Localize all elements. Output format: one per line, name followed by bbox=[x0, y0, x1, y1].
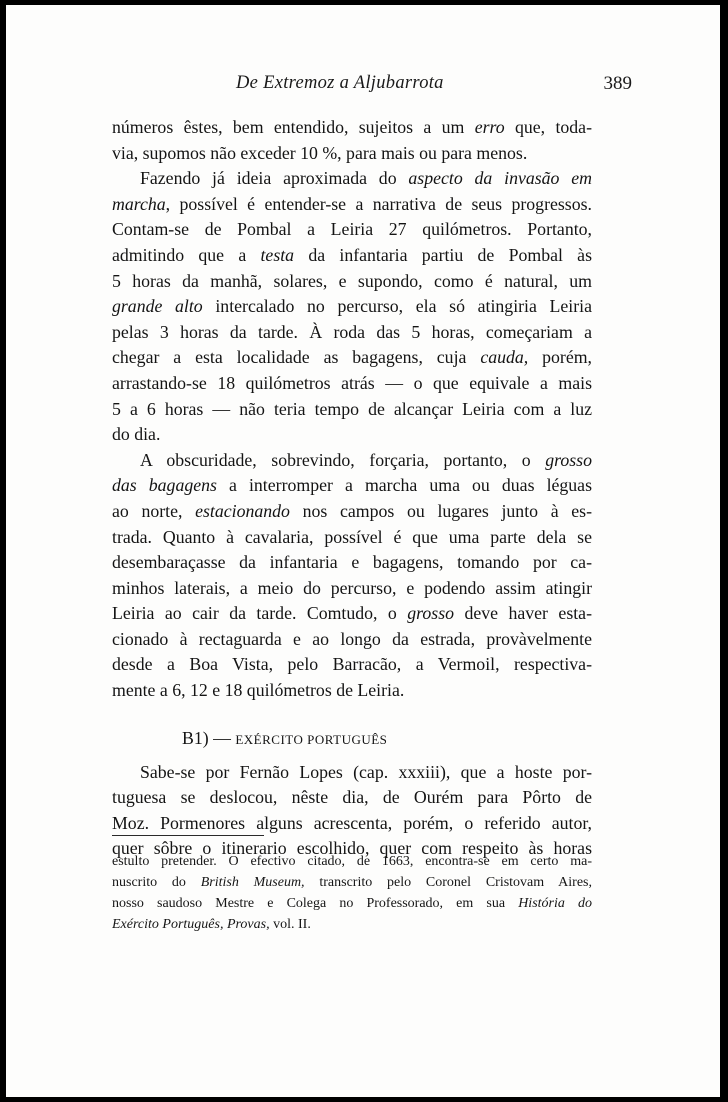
text-line: das bagagens a interromper a marcha uma ou duas léguas bbox=[112, 475, 592, 496]
text-line: Fazendo já ideia aproximada do aspecto da invasão em bbox=[140, 168, 592, 189]
section-heading: B1) — EXÉRCITO PORTUGUÊS bbox=[182, 727, 388, 748]
text-line: A obscuridade, sobrevindo, forçaria, portanto, o grosso bbox=[140, 449, 592, 470]
text-line: grande alto intercalado no percurso, ela só atingiria Leiria bbox=[112, 296, 592, 317]
footnote bbox=[112, 851, 592, 935]
footnote-line: estulto pretender. O efectivo citado, de 1663, encontra-se em certo ma- bbox=[112, 854, 592, 869]
text-line: números êstes, bem entendido, sujeitos a um erro que, toda- bbox=[112, 117, 592, 137]
text-line: minhos laterais, a meio do percurso, e podendo assim atingir bbox=[112, 577, 592, 598]
text-line: via, supomos não exceder 10 %, para mais ou para menos. bbox=[112, 142, 528, 163]
text-line: quer sôbre o itinerario escolhido, quer com respeito às horas bbox=[112, 838, 592, 859]
running-title: De Extremoz a Aljubarrota bbox=[236, 73, 444, 93]
text-line: 5 a 6 horas — não teria tempo de alcançar Leiria com a luz bbox=[112, 398, 592, 419]
text-line: Leiria ao cair da tarde. Comtudo, o grosso deve haver esta- bbox=[112, 603, 592, 624]
text-line: cionado à rectaguarda e ao longo da estrada, provàvelmente bbox=[112, 628, 592, 649]
footnote-line: nuscrito do British Museum, transcrito pelo Coronel Cristovam Aires, bbox=[112, 875, 592, 890]
text-line: tuguesa se deslocou, nêste dia, de Ourém para Pôrto de bbox=[112, 787, 592, 808]
page-header bbox=[112, 73, 632, 99]
text-line: desembaraçasse da infantaria e bagagens, tomando por ca- bbox=[112, 552, 592, 573]
text-line: Moz. Pormenores alguns acrescenta, porém, o referido autor, bbox=[112, 812, 592, 833]
book-page bbox=[6, 5, 720, 1097]
text-line: arrastando-se 18 quilómetros atrás — o que equivale a mais bbox=[112, 372, 592, 393]
text-line: admitindo que a testa da infantaria partiu de Pombal às bbox=[112, 244, 592, 265]
footnote-rule bbox=[112, 835, 264, 836]
text-line: mente a 6, 12 e 18 quilómetros de Leiria. bbox=[112, 680, 405, 701]
text-line: pelas 3 horas da tarde. À roda das 5 horas, começariam a bbox=[112, 321, 592, 342]
text-line: do dia. bbox=[112, 424, 161, 445]
page-number: 389 bbox=[603, 73, 632, 94]
footnote-line: nosso saudoso Mestre e Colega no Professorado, em sua História do bbox=[112, 896, 592, 911]
text-line: chegar a esta localidade as bagagens, cuja cauda, porém, bbox=[112, 347, 592, 368]
body-text bbox=[112, 115, 592, 862]
text-line: 5 horas da manhã, solares, e supondo, como é natural, um bbox=[112, 270, 592, 291]
section-title: EXÉRCITO PORTUGUÊS bbox=[235, 731, 388, 747]
text-line: Sabe-se por Fernão Lopes (cap. xxxiii), que a hoste por- bbox=[140, 761, 592, 782]
text-line: ao norte, estacionando nos campos ou lugares junto à es- bbox=[112, 500, 592, 521]
text-line: marcha, possível é entender-se a narrativa de seus progressos. bbox=[112, 193, 592, 214]
text-line: desde a Boa Vista, pelo Barracão, a Vermoil, respectiva- bbox=[112, 654, 592, 675]
text-line: trada. Quanto à cavalaria, possível é que uma parte dela se bbox=[112, 526, 592, 547]
text-line: Contam-se de Pombal a Leiria 27 quilómetros. Portanto, bbox=[112, 219, 592, 240]
footnote-line: Exército Português, Provas, vol. II. bbox=[112, 917, 311, 932]
